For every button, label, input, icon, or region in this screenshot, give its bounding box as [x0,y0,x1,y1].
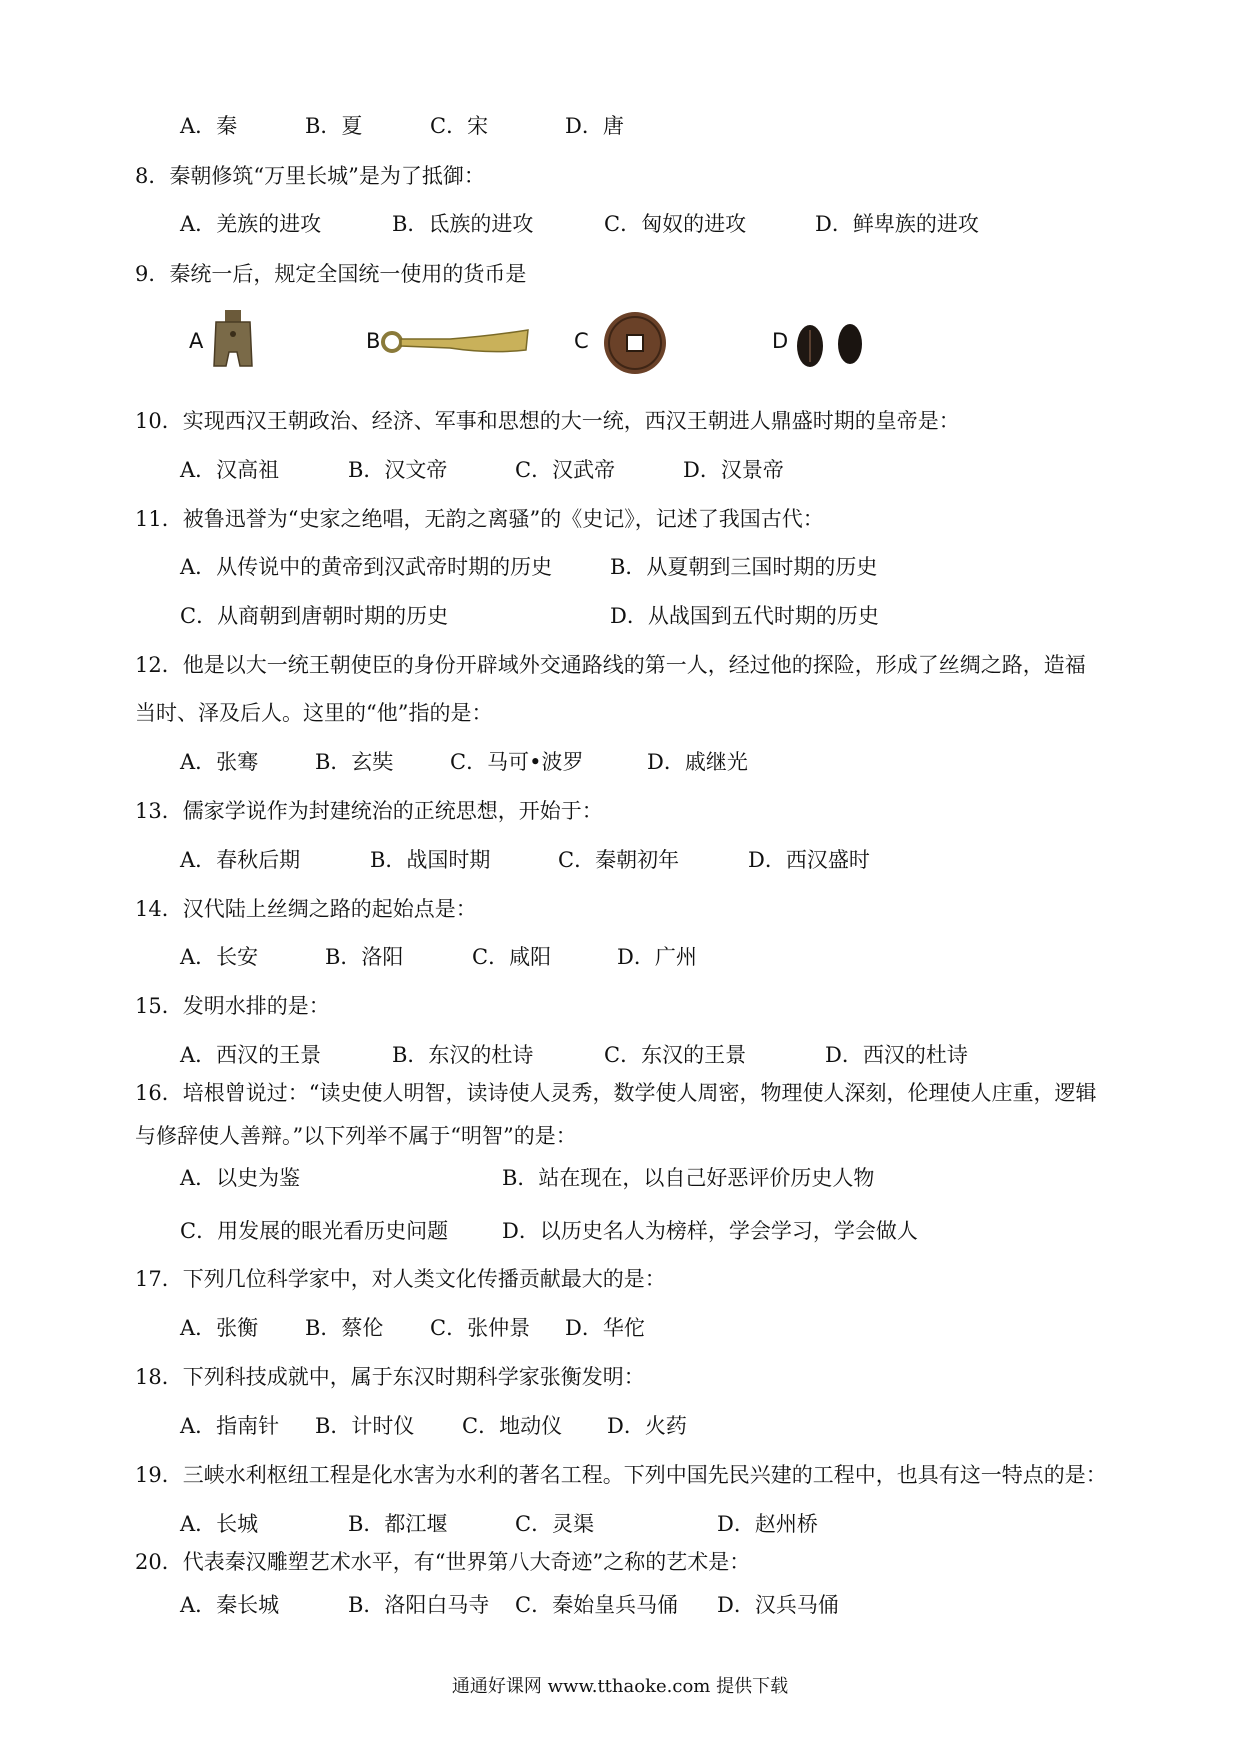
q12-option-a: A．张骞 [180,750,259,774]
q14-option-b: B．洛阳 [325,945,404,969]
q15-option-c: C．东汉的王景 [604,1043,747,1067]
q12-stem: 12．他是以大一统王朝使臣的身份开辟域外交通路线的第一人，经过他的探险，形成了丝绸之路，造福 [135,653,1086,677]
q19-stem: 19．三峡水利枢纽工程是化水害为水利的著名工程。下列中国先民兴建的工程中，也具有这一特点的是： [135,1463,1107,1487]
q19-option-d: D．赵州桥 [717,1512,818,1536]
q11-option-a: A．从传说中的黄帝到汉武帝时期的历史 [180,555,553,579]
q17-option-c: C．张仲景 [430,1316,531,1340]
q11-option-b: B．从夏朝到三国时期的历史 [610,555,878,579]
q16-stem: 16．培根曾说过：“读史使人明智，读诗使人灵秀，数学使人周密，物理使人深刻，伦理使人庄重，逻辑 [135,1081,1097,1105]
q11-option-d: D．从战国到五代时期的历史 [610,604,879,628]
q16-option-a: A．以史为鉴 [180,1166,301,1190]
q16-stem-continued: 与修辞使人善辩。”以下列举不属于“明智”的是： [135,1124,577,1148]
q7-option-c: C．宋 [430,114,489,138]
q8-option-a: A．羌族的进攻 [180,212,322,236]
q17-option-b: B．蔡伦 [305,1316,384,1340]
q8-option-c: C．匈奴的进攻 [604,212,747,236]
q12-option-b: B．玄奘 [315,750,394,774]
q13-option-d: D．西汉盛时 [748,848,870,872]
q10-option-d: D．汉景帝 [683,458,784,482]
q13-stem: 13．儒家学说作为封建统治的正统思想，开始于： [135,799,603,823]
q12-stem-continued: 当时、泽及后人。这里的“他”指的是： [135,701,493,725]
q18-option-d: D．火药 [607,1414,687,1438]
q19-option-a: A．长城 [180,1512,259,1536]
q8-option-d: D．鲜卑族的进攻 [815,212,979,236]
q10-stem: 10．实现西汉王朝政治、经济、军事和思想的大一统，西汉王朝进人鼎盛时期的皇帝是： [135,409,960,433]
knife-coin-icon [380,322,532,362]
q20-option-b: B．洛阳白马寺 [348,1593,490,1617]
q14-option-a: A．长安 [180,945,259,969]
q20-option-d: D．汉兵马俑 [717,1593,839,1617]
q7-option-a: A．秦 [180,114,238,138]
q9-option-c-label: C [574,329,589,353]
q20-option-c: C．秦始皇兵马俑 [515,1593,679,1617]
q16-option-b: B．站在现在，以自己好恶评价历史人物 [502,1166,875,1190]
q13-option-b: B．战国时期 [370,848,491,872]
q15-option-d: D．西汉的杜诗 [825,1043,968,1067]
q13-option-a: A．春秋后期 [180,848,301,872]
q17-option-d: D．华佗 [565,1316,645,1340]
q17-stem: 17．下列几位科学家中，对人类文化传播贡献最大的是： [135,1267,666,1291]
q18-stem: 18．下列科技成就中，属于东汉时期科学家张衡发明： [135,1365,645,1389]
q15-stem: 15．发明水排的是： [135,994,330,1018]
q14-stem: 14．汉代陆上丝绸之路的起始点是： [135,897,477,921]
round-square-hole-coin-icon [602,310,668,376]
q20-stem: 20．代表秦汉雕塑艺术水平，有“世界第八大奇迹”之称的艺术是： [135,1550,751,1574]
q17-option-a: A．张衡 [180,1316,259,1340]
q19-option-b: B．都江堰 [348,1512,448,1536]
q8-stem: 8．秦朝修筑“万里长城”是为了抵御： [135,164,485,188]
spade-coin-icon [210,308,256,372]
q15-option-b: B．东汉的杜诗 [392,1043,534,1067]
q7-option-b: B．夏 [305,114,363,138]
q19-option-c: C．灵渠 [515,1512,595,1536]
q18-option-c: C．地动仪 [462,1414,563,1438]
q7-option-d: D．唐 [565,114,624,138]
page-footer: 通通好课网 www.tthaoke.com 提供下载 [451,1676,789,1697]
q15-option-a: A．西汉的王景 [180,1043,322,1067]
q10-option-b: B．汉文帝 [348,458,448,482]
q12-option-c: C．马可•波罗 [450,750,584,774]
q10-option-c: C．汉武帝 [515,458,616,482]
q14-option-c: C．咸阳 [472,945,552,969]
q11-stem: 11．被鲁迅誉为“史家之绝唱，无韵之离骚”的《史记》，记述了我国古代： [135,507,824,531]
q8-option-b: B．氐族的进攻 [392,212,534,236]
q20-option-a: A．秦长城 [180,1593,280,1617]
q18-option-a: A．指南针 [180,1414,280,1438]
shell-coin-icon [792,320,868,370]
q9-stem: 9．秦统一后，规定全国统一使用的货币是 [135,262,527,286]
q10-option-a: A．汉高祖 [180,458,280,482]
q9-option-b-label: B [366,329,381,353]
q16-option-d: D．以历史名人为榜样，学会学习，学会做人 [502,1219,918,1243]
q14-option-d: D．广州 [617,945,697,969]
q16-option-c: C．用发展的眼光看历史问题 [180,1219,449,1243]
q18-option-b: B．计时仪 [315,1414,415,1438]
q13-option-c: C．秦朝初年 [558,848,680,872]
q11-option-c: C．从商朝到唐朝时期的历史 [180,604,449,628]
q12-option-d: D．戚继光 [647,750,748,774]
q9-option-d-label: D [772,329,789,353]
q9-option-a-label: A [189,329,204,353]
